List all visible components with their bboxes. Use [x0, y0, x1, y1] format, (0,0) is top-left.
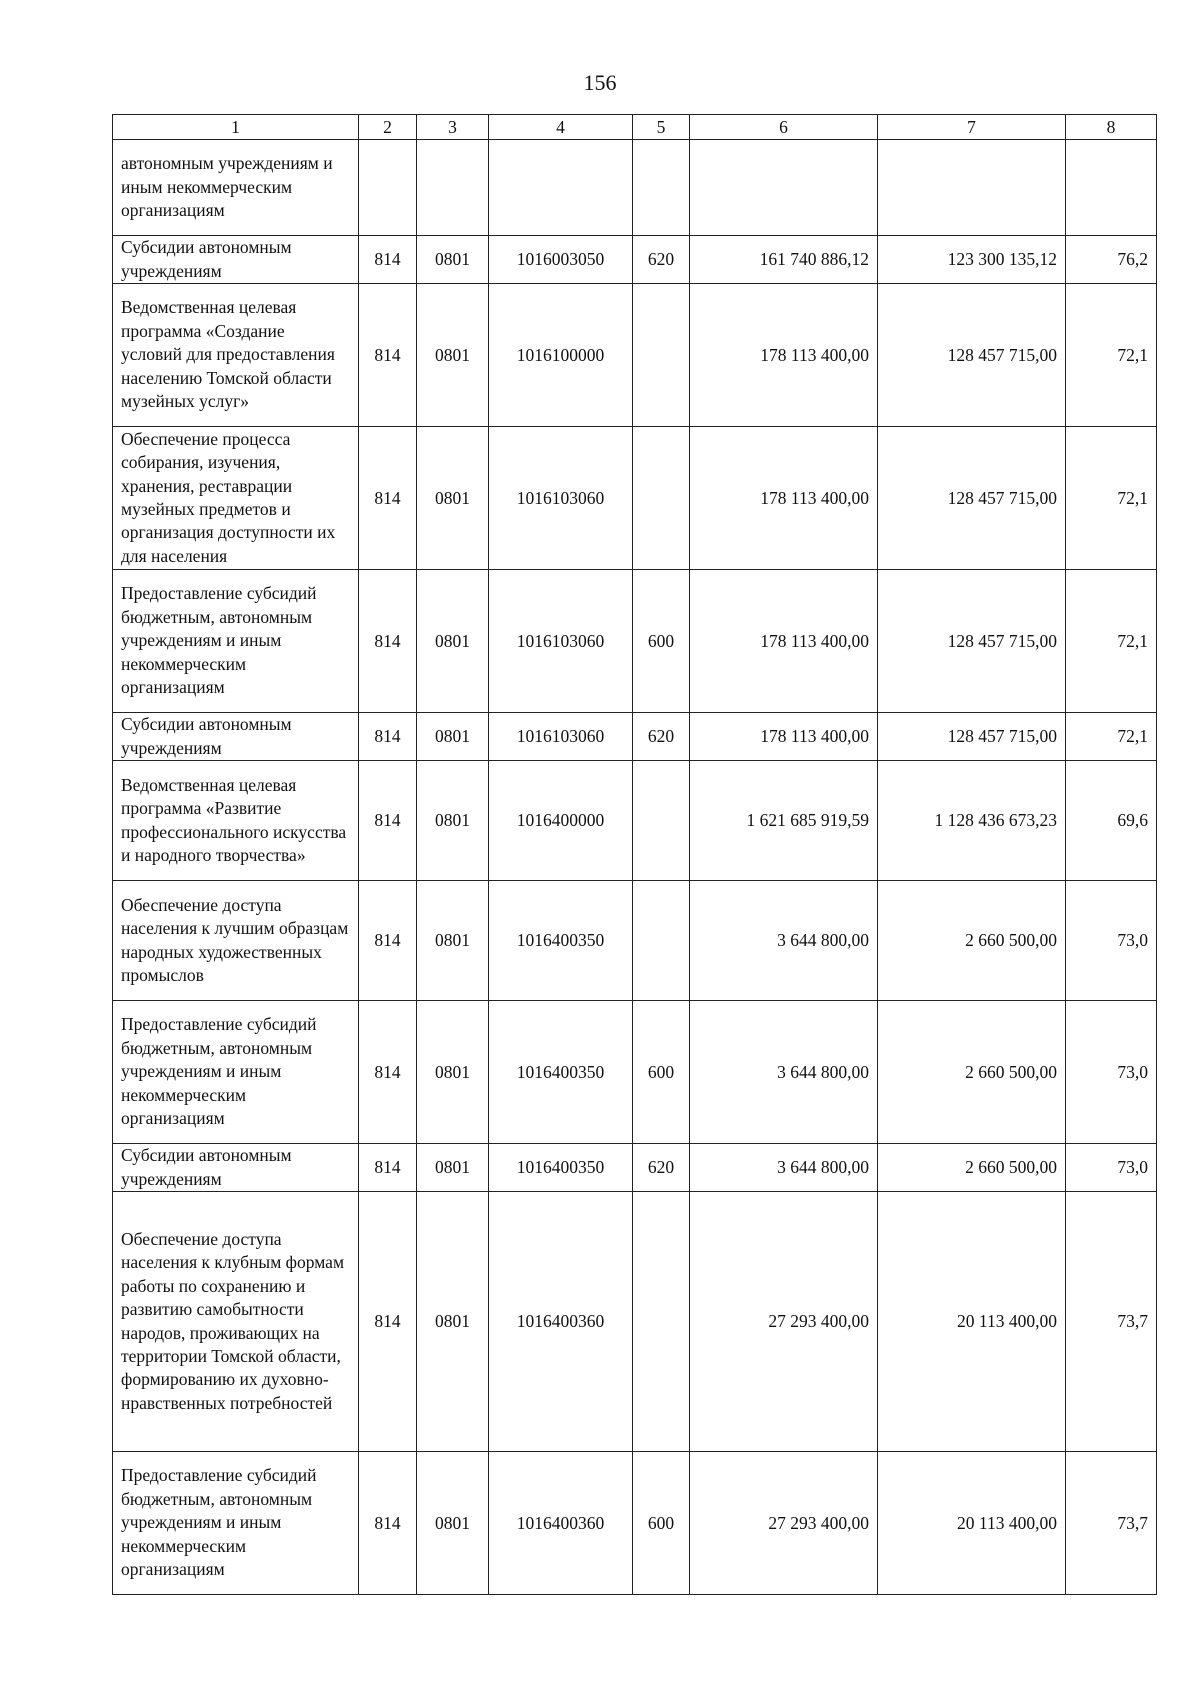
cell-col7: 128 457 715,00 [878, 427, 1066, 570]
cell-col2: 814 [359, 236, 417, 284]
row-name: Ведомственная целевая программа «Создание условий для предоставления населению Томской области музейных услуг» [113, 284, 359, 427]
cell-col4: 1016103060 [489, 570, 633, 713]
row-name: Субсидии автономным учреждениям [113, 713, 359, 761]
cell-col6: 161 740 886,12 [690, 236, 878, 284]
table-row [113, 427, 1157, 570]
cell-col7: 20 113 400,00 [878, 1452, 1066, 1595]
cell-col4: 1016400360 [489, 1452, 633, 1595]
row-name: Субсидии автономным учреждениям [113, 236, 359, 284]
cell-col7 [878, 140, 1066, 236]
table-row [113, 236, 1157, 284]
cell-col7: 2 660 500,00 [878, 1001, 1066, 1144]
header-cell-2: 2 [359, 115, 417, 140]
header-cell-4: 4 [489, 115, 633, 140]
budget-table [112, 114, 1157, 1595]
cell-col3: 0801 [417, 427, 489, 570]
cell-col6: 27 293 400,00 [690, 1452, 878, 1595]
cell-col4: 1016400350 [489, 1144, 633, 1192]
cell-col8: 72,1 [1066, 284, 1157, 427]
cell-col7: 2 660 500,00 [878, 1144, 1066, 1192]
table-row [113, 1452, 1157, 1595]
cell-col2: 814 [359, 1452, 417, 1595]
table-row [113, 140, 1157, 236]
cell-col2: 814 [359, 1192, 417, 1452]
cell-col3: 0801 [417, 1452, 489, 1595]
cell-col3: 0801 [417, 284, 489, 427]
table-row [113, 1144, 1157, 1192]
cell-col4: 1016103060 [489, 713, 633, 761]
cell-col6: 27 293 400,00 [690, 1192, 878, 1452]
row-name: Предоставление субсидий бюджетным, автономным учреждениям и иным некоммерческим организациям [113, 1452, 359, 1595]
row-name: Обеспечение доступа населения к лучшим образцам народных художественных промыслов [113, 881, 359, 1001]
table-row [113, 881, 1157, 1001]
cell-col4: 1016003050 [489, 236, 633, 284]
cell-col4 [489, 140, 633, 236]
cell-col3: 0801 [417, 1192, 489, 1452]
cell-col5: 600 [633, 1001, 690, 1144]
table-row [113, 1001, 1157, 1144]
cell-col8: 73,0 [1066, 881, 1157, 1001]
cell-col3 [417, 140, 489, 236]
cell-col3: 0801 [417, 1144, 489, 1192]
cell-col8: 76,2 [1066, 236, 1157, 284]
table-row [113, 570, 1157, 713]
header-cell-6: 6 [690, 115, 878, 140]
table-row [113, 761, 1157, 881]
header-row [113, 115, 1157, 140]
cell-col6: 178 113 400,00 [690, 284, 878, 427]
cell-col7: 123 300 135,12 [878, 236, 1066, 284]
cell-col8: 73,0 [1066, 1144, 1157, 1192]
cell-col3: 0801 [417, 713, 489, 761]
cell-col2: 814 [359, 570, 417, 713]
header-cell-3: 3 [417, 115, 489, 140]
page-number: 156 [583, 70, 617, 95]
cell-col5: 600 [633, 570, 690, 713]
cell-col6: 178 113 400,00 [690, 427, 878, 570]
cell-col8: 69,6 [1066, 761, 1157, 881]
cell-col2: 814 [359, 427, 417, 570]
cell-col5: 600 [633, 1452, 690, 1595]
cell-col5 [633, 284, 690, 427]
row-name: Предоставление субсидий бюджетным, автономным учреждениям и иным некоммерческим организациям [113, 570, 359, 713]
cell-col2 [359, 140, 417, 236]
cell-col2: 814 [359, 761, 417, 881]
cell-col8: 73,7 [1066, 1192, 1157, 1452]
cell-col3: 0801 [417, 570, 489, 713]
cell-col4: 1016400350 [489, 881, 633, 1001]
cell-col7: 2 660 500,00 [878, 881, 1066, 1001]
header-cell-1: 1 [113, 115, 359, 140]
header-cell-5: 5 [633, 115, 690, 140]
cell-col6: 178 113 400,00 [690, 713, 878, 761]
cell-col2: 814 [359, 1001, 417, 1144]
cell-col6: 3 644 800,00 [690, 881, 878, 1001]
row-name: автономным учреждениям и иным некоммерческим организациям [113, 140, 359, 236]
cell-col5 [633, 140, 690, 236]
cell-col4: 1016103060 [489, 427, 633, 570]
cell-col3: 0801 [417, 881, 489, 1001]
cell-col7: 128 457 715,00 [878, 284, 1066, 427]
cell-col2: 814 [359, 881, 417, 1001]
cell-col7: 20 113 400,00 [878, 1192, 1066, 1452]
row-name: Обеспечение доступа населения к клубным формам работы по сохранению и развитию самобытности народов, проживающих на территории Томской области, формированию их духовно-нравственных потребностей [113, 1192, 359, 1452]
cell-col8 [1066, 140, 1157, 236]
cell-col4: 1016400350 [489, 1001, 633, 1144]
cell-col3: 0801 [417, 1001, 489, 1144]
cell-col4: 1016400000 [489, 761, 633, 881]
cell-col4: 1016400360 [489, 1192, 633, 1452]
cell-col2: 814 [359, 713, 417, 761]
cell-col5 [633, 881, 690, 1001]
row-name: Обеспечение процесса собирания, изучения, хранения, реставрации музейных предметов и организация доступности их для населения [113, 427, 359, 570]
cell-col5: 620 [633, 236, 690, 284]
cell-col8: 73,0 [1066, 1001, 1157, 1144]
cell-col6 [690, 140, 878, 236]
cell-col6: 178 113 400,00 [690, 570, 878, 713]
cell-col5: 620 [633, 1144, 690, 1192]
cell-col8: 72,1 [1066, 713, 1157, 761]
cell-col5 [633, 761, 690, 881]
table-row [113, 713, 1157, 761]
cell-col8: 72,1 [1066, 427, 1157, 570]
cell-col2: 814 [359, 1144, 417, 1192]
cell-col4: 1016100000 [489, 284, 633, 427]
cell-col6: 1 621 685 919,59 [690, 761, 878, 881]
cell-col7: 1 128 436 673,23 [878, 761, 1066, 881]
cell-col2: 814 [359, 284, 417, 427]
row-name: Предоставление субсидий бюджетным, автономным учреждениям и иным некоммерческим организациям [113, 1001, 359, 1144]
cell-col5: 620 [633, 713, 690, 761]
cell-col7: 128 457 715,00 [878, 713, 1066, 761]
cell-col8: 73,7 [1066, 1452, 1157, 1595]
row-name: Субсидии автономным учреждениям [113, 1144, 359, 1192]
cell-col5 [633, 1192, 690, 1452]
cell-col7: 128 457 715,00 [878, 570, 1066, 713]
table-row [113, 284, 1157, 427]
cell-col3: 0801 [417, 236, 489, 284]
header-cell-7: 7 [878, 115, 1066, 140]
cell-col6: 3 644 800,00 [690, 1001, 878, 1144]
cell-col6: 3 644 800,00 [690, 1144, 878, 1192]
cell-col3: 0801 [417, 761, 489, 881]
header-cell-8: 8 [1066, 115, 1157, 140]
cell-col8: 72,1 [1066, 570, 1157, 713]
cell-col5 [633, 427, 690, 570]
table-row [113, 1192, 1157, 1452]
row-name: Ведомственная целевая программа «Развитие профессионального искусства и народного творчества» [113, 761, 359, 881]
